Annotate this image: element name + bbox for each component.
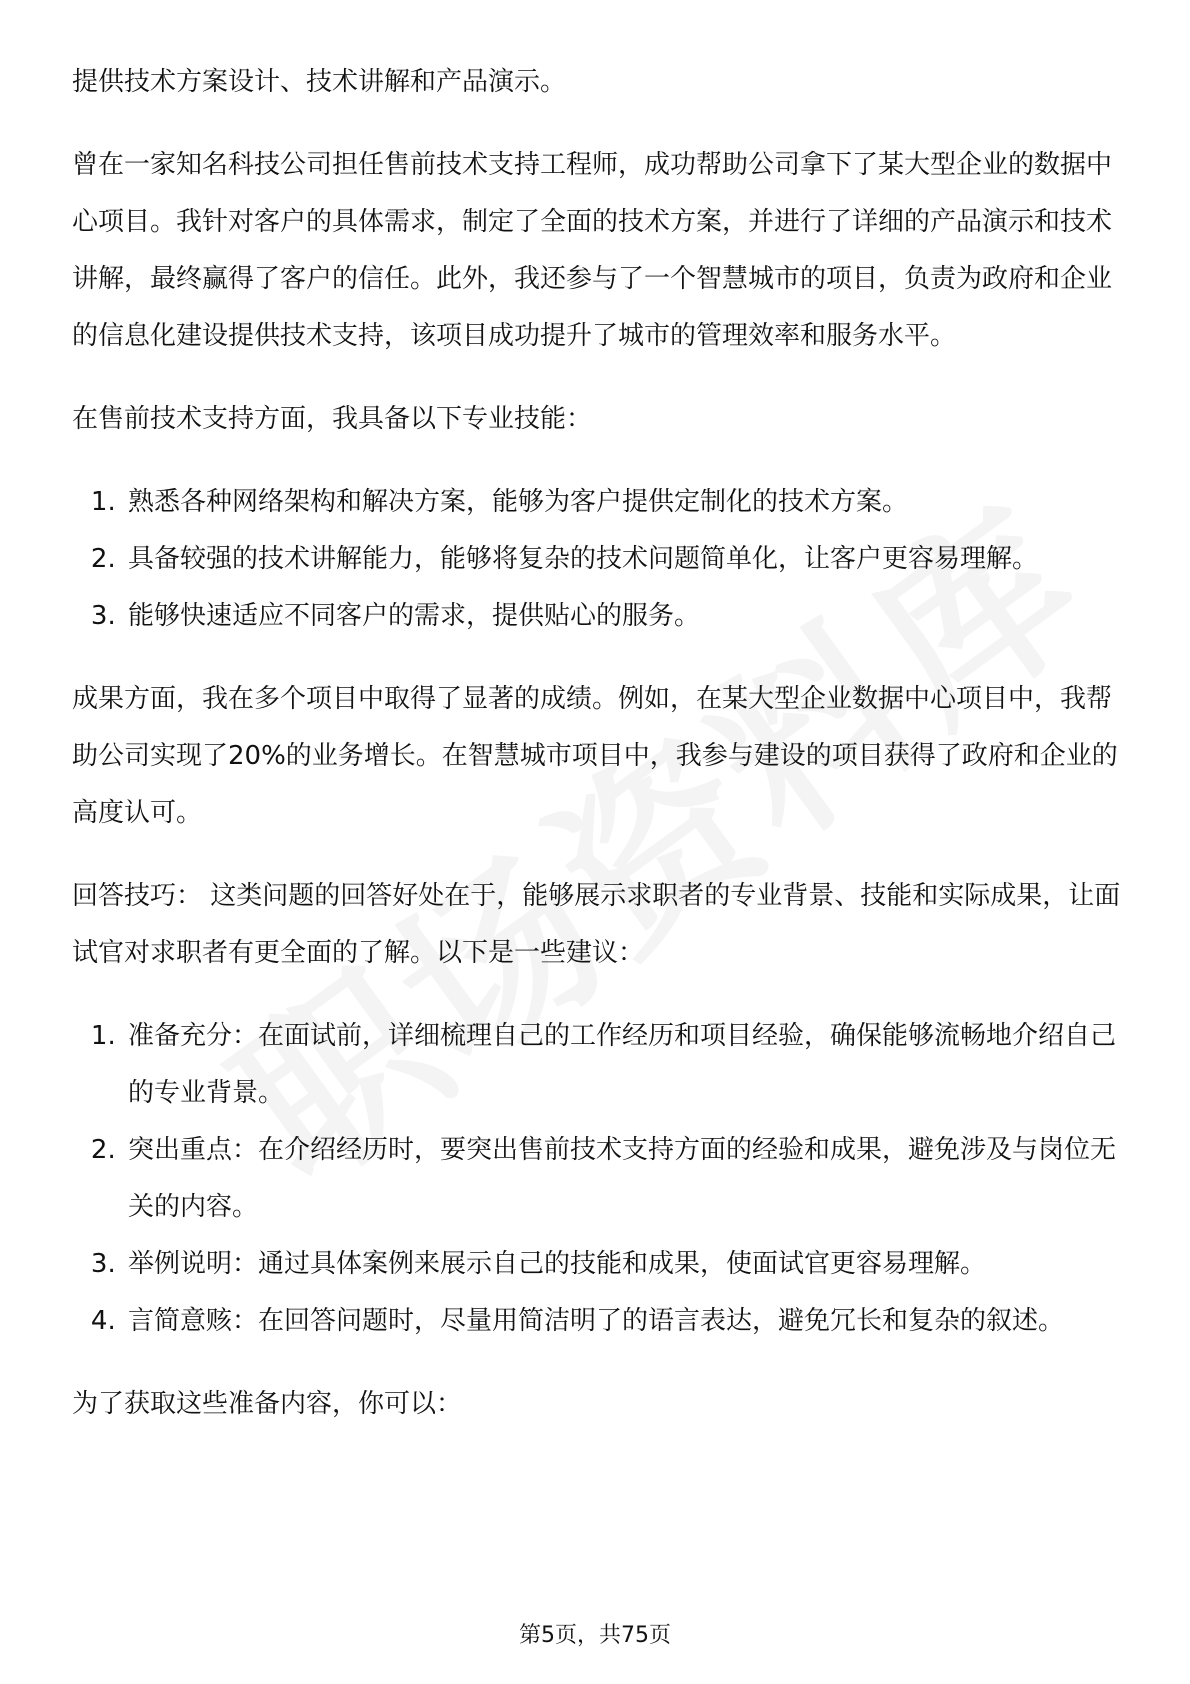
paragraph: 提供技术方案设计、技术讲解和产品演示。 (72, 67, 567, 97)
paragraph: 为了获取这些准备内容，你可以： (72, 1389, 463, 1419)
list-item: 2. 具备较强的技术讲解能力，能够将复杂的技术问题简单化，让客户更容易理解。 (124, 531, 1122, 588)
list-item: 4. 言简意赅：在回答问题时，尽量用简洁明了的语言表达，避免冗长和复杂的叙述。 (124, 1293, 1122, 1350)
list-item: 1. 准备充分：在面试前，详细梳理自己的工作经历和项目经验，确保能够流畅地介绍自己的专业背景。 (124, 1008, 1122, 1122)
paragraph: 曾在一家知名科技公司担任售前技术支持工程师，成功帮助公司拿下了某大型企业的数据中心项目。我针对客户的具体需求，制定了全面的技术方案，并进行了详细的产品演示和技术讲解，最终赢得了客户的信任。此外，我还参与了一个智慧城市的项目，负责为政府和企业的信息化建设提供技术支持，该项目成功提升了城市的管理效率和服务水平。 (72, 150, 1113, 351)
document-body (72, 54, 1122, 1459)
paragraph: 成果方面，我在多个项目中取得了显著的成绩。例如，在某大型企业数据中心项目中，我帮助公司实现了20%的业务增长。在智慧城市项目中，我参与建设的项目获得了政府和企业的高度认可。 (72, 684, 1118, 828)
list-item: 3. 举例说明：通过具体案例来展示自己的技能和成果，使面试官更容易理解。 (124, 1236, 1122, 1293)
paragraph: 回答技巧： 这类问题的回答好处在于，能够展示求职者的专业背景、技能和实际成果，让面试官对求职者有更全面的了解。以下是一些建议： (72, 881, 1121, 968)
page-number: 第5页，共75页 (519, 1623, 671, 1648)
skills-list (72, 474, 1122, 645)
paragraph: 在售前技术支持方面，我具备以下专业技能： (72, 404, 593, 434)
list-item: 3. 能够快速适应不同客户的需求，提供贴心的服务。 (124, 588, 1122, 645)
list-item: 1. 熟悉各种网络架构和解决方案，能够为客户提供定制化的技术方案。 (124, 474, 1122, 531)
tips-list (72, 1008, 1122, 1350)
list-item: 2. 突出重点：在介绍经历时，要突出售前技术支持方面的经验和成果，避免涉及与岗位无关的内容。 (124, 1122, 1122, 1236)
